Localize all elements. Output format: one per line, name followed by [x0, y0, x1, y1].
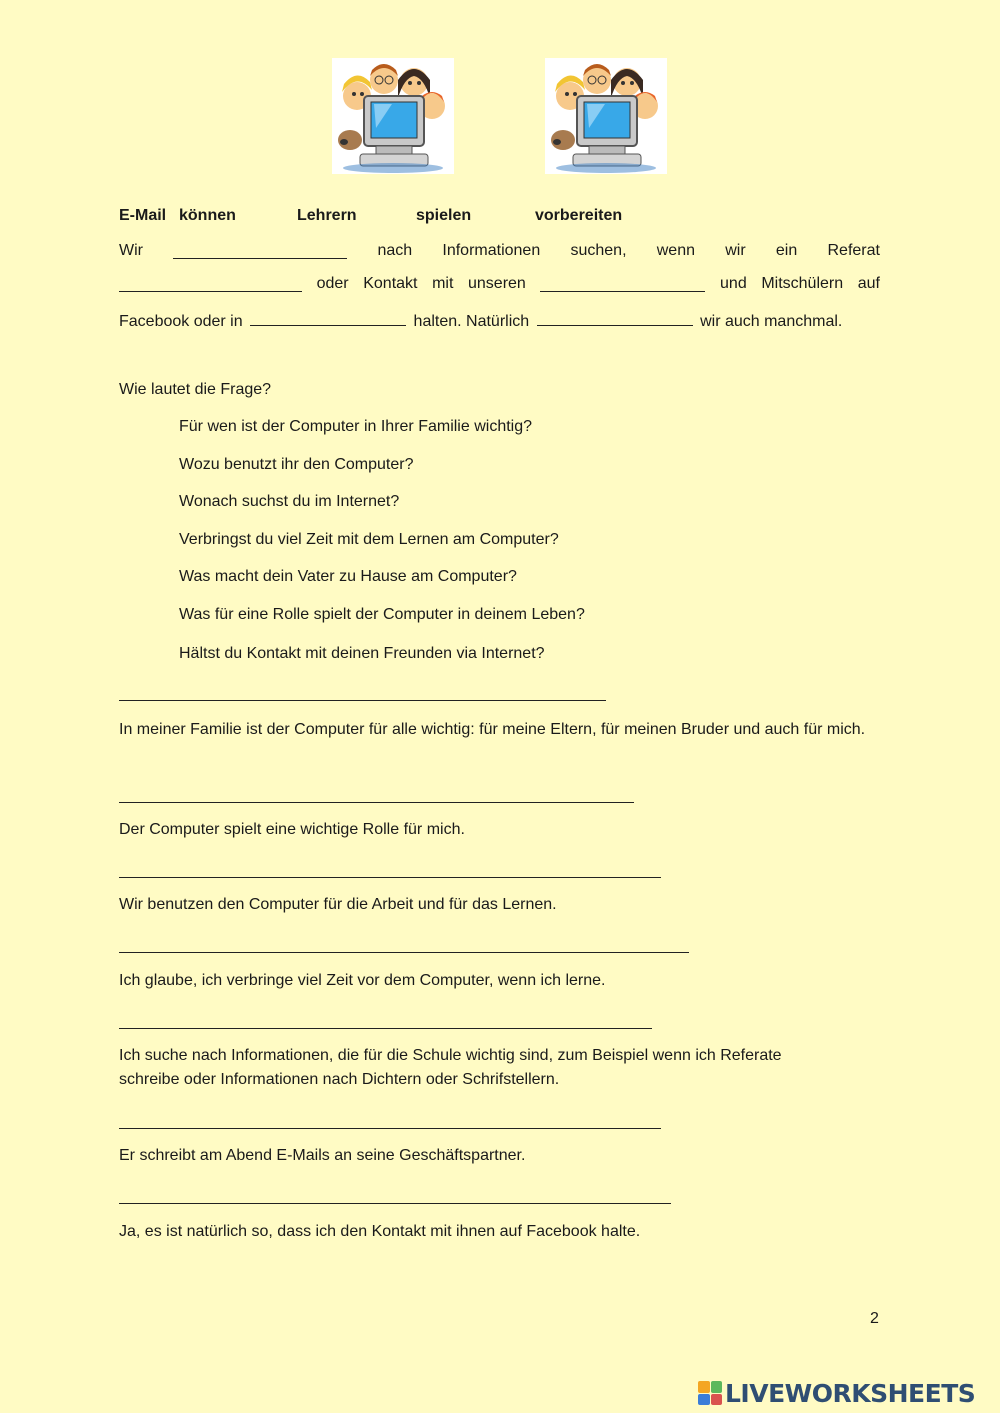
gap-text-line — [119, 275, 880, 293]
question-item: Verbringst du viel Zeit mit dem Lernen am Computer? — [179, 531, 559, 548]
page-number: 2 — [870, 1310, 879, 1327]
liveworksheets-logo — [698, 1376, 975, 1410]
questions-heading: Wie lautet die Frage? — [119, 381, 272, 398]
question-item: Wozu benutzt ihr den Computer? — [179, 456, 414, 473]
word-bank — [119, 207, 719, 229]
gap-text-word: Mitschülern — [761, 275, 844, 292]
question-item: Was macht dein Vater zu Hause am Computer? — [179, 568, 517, 585]
gap-text-word: Referat — [827, 242, 880, 259]
answer-text: Der Computer spielt eine wichtige Rolle für mich. — [119, 821, 465, 838]
gap-blank[interactable] — [250, 309, 406, 326]
gap-text-word: mit — [432, 275, 454, 292]
answer-text: Ich glaube, ich verbringe viel Zeit vor dem Computer, wenn ich lerne. — [119, 972, 606, 989]
gap-text-word: Informationen — [442, 242, 541, 259]
gap-text-line — [119, 242, 880, 260]
gap-text-line — [119, 309, 880, 331]
answer-line[interactable] — [119, 700, 606, 701]
gap-text-word: wir auch manchmal. — [700, 313, 843, 330]
word-bank-item: Lehrern — [297, 207, 357, 224]
question-item: Wonach suchst du im Internet? — [179, 493, 400, 510]
gap-text-word: Facebook oder in — [119, 313, 243, 330]
gap-text-word: halten. Natürlich — [413, 313, 530, 330]
gap-text-word: Wir — [119, 242, 143, 259]
kids-computer-illustration — [545, 58, 667, 174]
liveworksheets-icon — [698, 1381, 722, 1405]
answer-line[interactable] — [119, 1128, 661, 1129]
word-bank-item: können — [179, 207, 236, 224]
answer-line[interactable] — [119, 1203, 671, 1204]
gap-blank[interactable] — [173, 242, 347, 259]
gap-text-word: auf — [857, 275, 880, 292]
kids-computer-illustration — [332, 58, 454, 174]
gap-text-word: wir — [725, 242, 746, 259]
gap-text-word: oder — [316, 275, 349, 292]
word-bank-item: E-Mail — [119, 207, 167, 224]
brand-name: LIVEWORKSHEETS — [725, 1378, 976, 1408]
gap-text-word: und — [720, 275, 747, 292]
gap-text-word: ein — [775, 242, 798, 259]
gap-blank[interactable] — [540, 275, 705, 292]
answer-line[interactable] — [119, 952, 689, 953]
answer-text: In meiner Familie ist der Computer für alle wichtig: für meine Eltern, für meinen Bruder und auch für mich. — [119, 721, 866, 738]
word-bank-item: spielen — [416, 207, 472, 224]
word-bank-item: vorbereiten — [535, 207, 623, 224]
answer-line[interactable] — [119, 802, 634, 803]
gap-blank[interactable] — [537, 309, 693, 326]
question-item: Hältst du Kontakt mit deinen Freunden via Internet? — [179, 645, 545, 662]
answer-text: Er schreibt am Abend E-Mails an seine Geschäftspartner. — [119, 1147, 526, 1164]
gap-text-word: nach — [377, 242, 413, 259]
answer-text: Ja, es ist natürlich so, dass ich den Kontakt mit ihnen auf Facebook halte. — [119, 1223, 641, 1240]
gap-blank[interactable] — [119, 275, 302, 292]
answer-text: Wir benutzen den Computer für die Arbeit und für das Lernen. — [119, 896, 557, 913]
gap-text-word: Kontakt — [363, 275, 418, 292]
question-item: Für wen ist der Computer in Ihrer Familie wichtig? — [179, 418, 533, 435]
question-item: Was für eine Rolle spielt der Computer in deinem Leben? — [179, 606, 585, 623]
answer-line[interactable] — [119, 1028, 652, 1029]
answer-text: Ich suche nach Informationen, die für die Schule wichtig sind, zum Beispiel wenn ich Referate schreibe oder Informationen nach Dichtern oder Schrifstellern. — [119, 1047, 782, 1088]
gap-text-word: wenn — [656, 242, 695, 259]
gap-text-word: suchen, — [570, 242, 627, 259]
gap-text-word: unseren — [468, 275, 526, 292]
answer-line[interactable] — [119, 877, 661, 878]
